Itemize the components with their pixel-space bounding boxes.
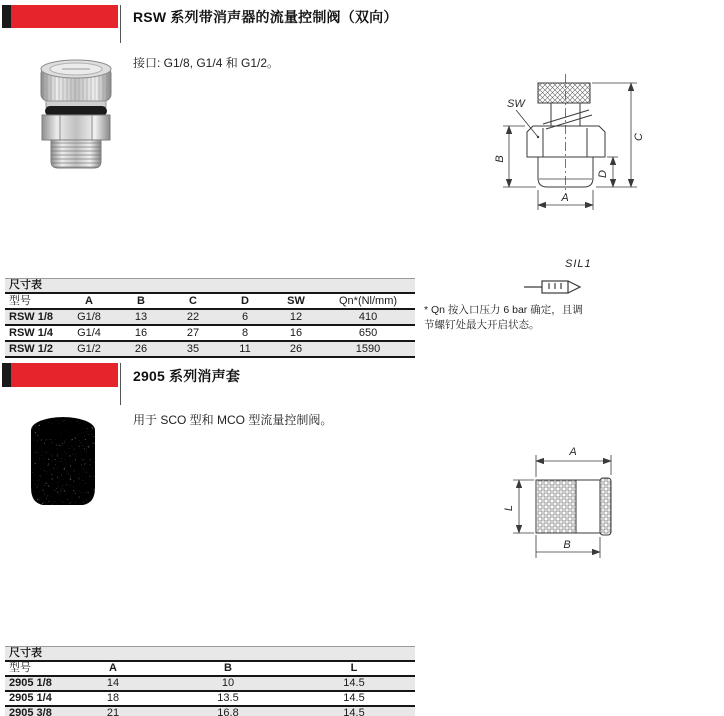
- dim-label-c: C: [633, 133, 645, 141]
- header-cell: L: [293, 661, 415, 676]
- cell: 26: [271, 341, 321, 357]
- header-cell: B: [163, 661, 293, 676]
- dim-label-sw: SW: [507, 98, 525, 110]
- cell: 21: [63, 706, 163, 716]
- header-cell: A: [63, 661, 163, 676]
- silencer-sleeve-photo: [28, 412, 98, 510]
- cell: 14: [63, 676, 163, 691]
- cell-model: 2905 1/8: [5, 676, 63, 691]
- cell: 410: [321, 309, 415, 325]
- cell: 14.5: [293, 691, 415, 706]
- cell: 16: [271, 325, 321, 341]
- header-cell: D: [219, 293, 271, 309]
- header-cell: 型号: [5, 661, 63, 676]
- rsw-dimension-table: [5, 278, 415, 358]
- header-cell: A: [63, 293, 115, 309]
- section2-divider-line: [120, 363, 121, 405]
- header-cell: 型号: [5, 293, 63, 309]
- table-caption: 尺寸表: [5, 279, 415, 294]
- cell: 8: [219, 325, 271, 341]
- cell: 10: [163, 676, 293, 691]
- silencer-symbol-label: SIL1: [565, 258, 592, 270]
- dim-label-d: D: [597, 170, 609, 178]
- section1-divider-line: [120, 5, 121, 43]
- table-caption: 尺寸表: [5, 647, 415, 662]
- section1-banner-red: [11, 5, 118, 28]
- table-header-row: [5, 293, 415, 309]
- rsw-valve-photo: [34, 54, 118, 172]
- cell: 27: [167, 325, 219, 341]
- cell: 650: [321, 325, 415, 341]
- cell: 18: [63, 691, 163, 706]
- cell: 26: [115, 341, 167, 357]
- section2-banner-black-tab: [2, 363, 11, 387]
- table-row: [5, 706, 415, 716]
- cell: 35: [167, 341, 219, 357]
- cell: 22: [167, 309, 219, 325]
- cell: 1590: [321, 341, 415, 357]
- rsw-footnote-line2: 节螺钉处最大开启状态。: [424, 319, 540, 332]
- rsw-technical-drawing: [430, 40, 715, 255]
- section1-description: 接口: G1/8, G1/4 和 G1/2。: [133, 56, 280, 70]
- cell: 11: [219, 341, 271, 357]
- rsw-footnote-line1: * Qn 按入口压力 6 bar 确定，且调: [424, 304, 583, 316]
- section2-title: 2905 系列消声套: [133, 368, 241, 384]
- cell-model: RSW 1/8: [5, 309, 63, 325]
- cell: G1/2: [63, 341, 115, 357]
- dim-label-a: A: [561, 192, 569, 204]
- section2-banner-red: [11, 363, 118, 387]
- cell-model: RSW 1/4: [5, 325, 63, 341]
- cell-model: 2905 3/8: [5, 706, 63, 716]
- dim-label-b: B: [494, 155, 506, 163]
- table-header-row: [5, 661, 415, 676]
- cell: G1/4: [63, 325, 115, 341]
- dim-label-b2: B: [563, 539, 571, 551]
- cell: G1/8: [63, 309, 115, 325]
- cell: 14.5: [293, 676, 415, 691]
- header-cell: SW: [271, 293, 321, 309]
- rsw-footnote: [424, 303, 609, 333]
- cell: 16: [115, 325, 167, 341]
- table-caption-row: [5, 647, 415, 662]
- cell: 13.5: [163, 691, 293, 706]
- table-row: [5, 341, 415, 357]
- silencer-symbol-icon: [524, 278, 582, 296]
- table-caption-row: [5, 279, 415, 294]
- sleeve-dimension-table: [5, 646, 415, 716]
- dim-label-a2: A: [569, 446, 577, 458]
- cell: 6: [219, 309, 271, 325]
- table-row: [5, 676, 415, 691]
- table-row: [5, 325, 415, 341]
- cell: 14.5: [293, 706, 415, 716]
- dim-label-l: L: [503, 504, 515, 512]
- cell: 16.8: [163, 706, 293, 716]
- cell: 13: [115, 309, 167, 325]
- section1-banner-black-tab: [2, 5, 11, 28]
- section2-description: 用于 SCO 型和 MCO 型流量控制阀。: [133, 413, 333, 427]
- sleeve-technical-drawing: [495, 438, 645, 573]
- header-cell: Qn*(Nl/mm): [321, 293, 415, 309]
- cell-model: 2905 1/4: [5, 691, 63, 706]
- table-row: [5, 691, 415, 706]
- cell: 12: [271, 309, 321, 325]
- cell-model: RSW 1/2: [5, 341, 63, 357]
- header-cell: B: [115, 293, 167, 309]
- header-cell: C: [167, 293, 219, 309]
- table-row: [5, 309, 415, 325]
- section1-title: RSW 系列带消声器的流量控制阀（双向）: [133, 9, 398, 25]
